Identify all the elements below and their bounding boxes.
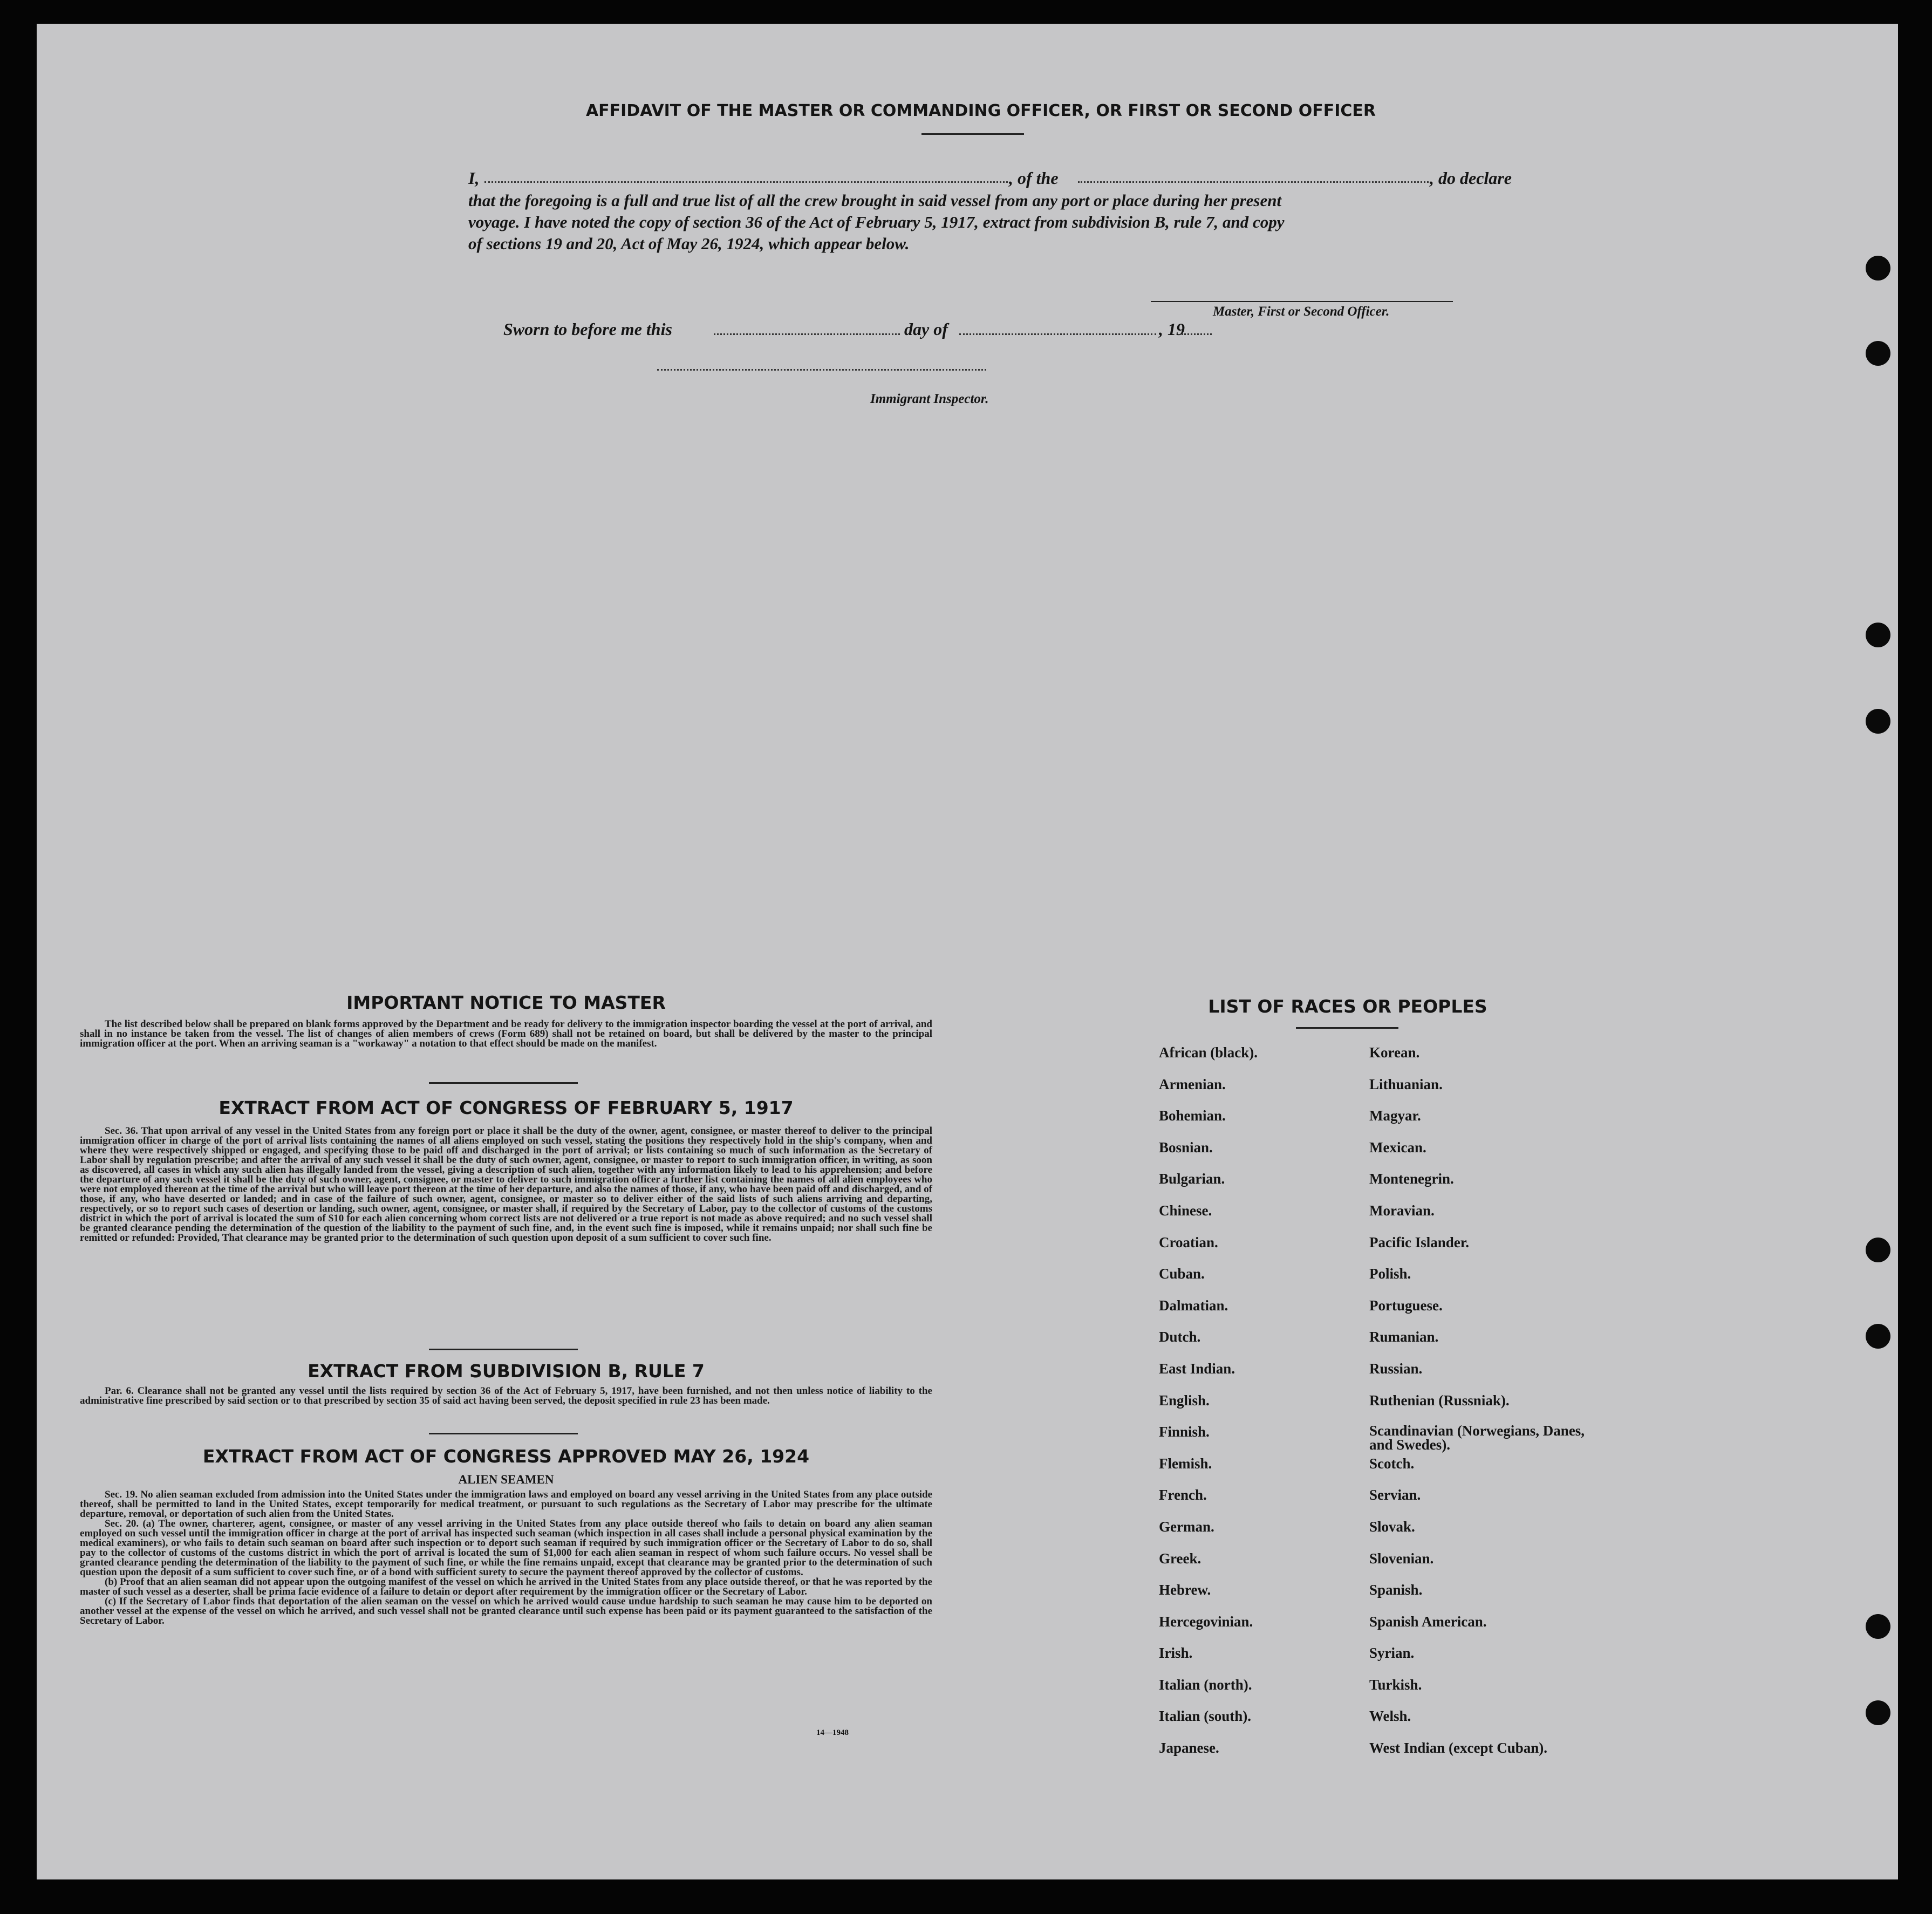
races-title-rule bbox=[1296, 1027, 1398, 1029]
race-item: Chinese. bbox=[1159, 1202, 1212, 1219]
declaration-line-2: voyage. I have noted the copy of section 36 of the Act of February 5, 1917, extract from subdivision B, rule 7, and copy bbox=[468, 213, 1285, 231]
race-item: Irish. bbox=[1159, 1645, 1193, 1662]
title-rule bbox=[921, 133, 1024, 135]
race-item: Lithuanian. bbox=[1369, 1076, 1443, 1092]
race-item: Bohemian. bbox=[1159, 1108, 1226, 1124]
of-the-label: , of the bbox=[1009, 168, 1059, 188]
extract-1924-text bbox=[80, 1490, 932, 1626]
notice-paragraph: The list described below shall be prepared on blank forms approved by the Department and be ready for delivery to the immigration inspector boarding the vessel at the port of arrival, and shall in no instance be taken from the vessel. The list of changes of alien members of crews (Form 689) shall not be retained on board, but shall be delivered by the master to the principal immigration officer at the port. When an arriving seaman is a "workaway" a notation to that effect should be made on the manifest. bbox=[80, 1018, 932, 1049]
punch-hole bbox=[1866, 341, 1890, 366]
race-item: Servian. bbox=[1369, 1487, 1421, 1503]
race-item: Flemish. bbox=[1159, 1455, 1212, 1472]
race-item: Korean. bbox=[1369, 1044, 1420, 1061]
par-6-paragraph: Par. 6. Clearance shall not be granted any vessel until the lists required by section 36 of the Act of February 5, 1917, have been furnished, and not then unless notice of liability to the administrative fine prescribed by said section or to that prescribed by section 35 of said act having been served, the deposit specified in rule 23 has been made. bbox=[80, 1385, 932, 1406]
affidavit-title: AFFIDAVIT OF THE MASTER OR COMMANDING OFFICER, OR FIRST OR SECOND OFFICER bbox=[585, 101, 1376, 120]
day-of-label: day of bbox=[904, 319, 948, 339]
punch-hole bbox=[1866, 1238, 1890, 1262]
race-item: East Indian. bbox=[1159, 1360, 1235, 1377]
punch-hole bbox=[1866, 1614, 1890, 1639]
race-item: English. bbox=[1159, 1392, 1210, 1409]
race-item: Greek. bbox=[1159, 1550, 1201, 1567]
race-item: Rumanian. bbox=[1369, 1329, 1439, 1345]
section-rule bbox=[429, 1349, 578, 1350]
race-item: Bulgarian. bbox=[1159, 1171, 1225, 1187]
race-item: Italian (south). bbox=[1159, 1708, 1252, 1725]
race-item: Hebrew. bbox=[1159, 1582, 1211, 1598]
race-item: Dutch. bbox=[1159, 1329, 1201, 1345]
section-rule bbox=[429, 1433, 578, 1434]
race-item: Cuban. bbox=[1159, 1266, 1205, 1282]
sworn-day-field[interactable] bbox=[714, 333, 900, 335]
punch-hole bbox=[1866, 623, 1890, 647]
race-item: Finnish. bbox=[1159, 1424, 1210, 1440]
race-item: Spanish. bbox=[1369, 1582, 1423, 1598]
race-item: Montenegrin. bbox=[1369, 1171, 1454, 1187]
document-page bbox=[37, 24, 1898, 1879]
race-item: Polish. bbox=[1369, 1266, 1411, 1282]
race-item: Bosnian. bbox=[1159, 1139, 1213, 1156]
race-item: Turkish. bbox=[1369, 1676, 1422, 1693]
race-item: German. bbox=[1159, 1518, 1214, 1535]
race-item: Dalmatian. bbox=[1159, 1297, 1228, 1314]
extract-1917-text bbox=[80, 1126, 932, 1243]
race-item: West Indian (except Cuban). bbox=[1369, 1740, 1548, 1756]
master-signature-line[interactable] bbox=[1151, 301, 1453, 302]
extract-1917-title: EXTRACT FROM ACT OF CONGRESS OF FEBRUARY 5, 1917 bbox=[219, 1097, 794, 1118]
declaration-line-1: that the foregoing is a full and true list of all the crew brought in said vessel from any port or place during her present bbox=[468, 191, 1282, 210]
race-item: Ruthenian (Russniak). bbox=[1369, 1392, 1510, 1409]
races-left-column bbox=[1159, 1044, 1332, 1772]
sec-20a-paragraph: Sec. 20. (a) The owner, charterer, agent, consignee, or master of any vessel arriving in the United States from any place outside thereof who fails to detain on board any alien seaman employed on such vessel until the immigration officer in charge at the port of arrival has inspected such seaman (which inspection in all cases shall include a personal physical examination by the medical examiners), or who fails to detain such seaman on board after such inspection or to deport such seaman if required by such immigration officer or the Secretary of Labor to do so, shall pay to the collector of customs of the customs district in which the port of arrival is located the sum of $1,000 for each alien seaman in respect of whom such failure occurs. No vessel shall be granted clearance pending the determination of the liability to the payment of such fine, or while the fine remains unpaid, except that clearance may be granted prior to the determination of such question upon the deposit of a sum sufficient to cover such fine, or of a bond with sufficient surety to secure the payment thereof approved by the collector of customs. bbox=[80, 1518, 932, 1578]
races-right-column bbox=[1369, 1044, 1601, 1772]
race-item: Italian (north). bbox=[1159, 1676, 1252, 1693]
race-item: French. bbox=[1159, 1487, 1207, 1503]
extract-rule7-text bbox=[80, 1386, 932, 1406]
race-item: Magyar. bbox=[1369, 1108, 1421, 1124]
extract-rule7-title: EXTRACT FROM SUBDIVISION B, RULE 7 bbox=[308, 1361, 705, 1382]
notice-text bbox=[80, 1020, 932, 1049]
sworn-label: Sworn to before me this bbox=[503, 319, 672, 339]
race-item: Hercegovinian. bbox=[1159, 1613, 1253, 1630]
alien-seamen-subtitle: ALIEN SEAMEN bbox=[458, 1473, 554, 1486]
race-item: Japanese. bbox=[1159, 1740, 1219, 1756]
race-item: Scandinavian (Norwegians, Danes, and Swedes). bbox=[1369, 1423, 1585, 1453]
form-number: 14—1948 bbox=[816, 1728, 849, 1737]
vessel-field[interactable] bbox=[1078, 181, 1429, 183]
race-item: Croatian. bbox=[1159, 1234, 1218, 1250]
inspector-label: Immigrant Inspector. bbox=[870, 392, 989, 406]
race-item: Russian. bbox=[1369, 1360, 1423, 1377]
punch-hole bbox=[1866, 1324, 1890, 1349]
sec-19-paragraph: Sec. 19. No alien seaman excluded from admission into the United States under the immigration laws and employed on board any vessel arriving in the United States from any place outside thereof, shall be permitted to land in the United States, except temporarily for medical treatment, or pursuant to such regulations as the Secretary of Labor may prescribe for the ultimate departure, removal, or deportation of such alien from the United States. bbox=[80, 1489, 932, 1520]
i-label: I, bbox=[468, 168, 480, 188]
punch-hole bbox=[1866, 256, 1890, 281]
extract-1924-title: EXTRACT FROM ACT OF CONGRESS APPROVED MAY 26, 1924 bbox=[202, 1446, 810, 1467]
race-item: Moravian. bbox=[1369, 1202, 1435, 1219]
race-item: Welsh. bbox=[1369, 1708, 1411, 1725]
race-item: Slovenian. bbox=[1369, 1550, 1434, 1567]
sec-20b-paragraph: (b) Proof that an alien seaman did not appear upon the outgoing manifest of the vessel on which he arrived in the United States from any place outside thereof, or that he was reported by the master of such vessel as a deserter, shall be prima facie evidence of a failure to detain or deport after requirement by the immigration officer or the Secretary of Labor. bbox=[80, 1576, 932, 1597]
declaration-line-3: of sections 19 and 20, Act of May 26, 1924, which appear below. bbox=[468, 234, 910, 253]
race-item: Portuguese. bbox=[1369, 1297, 1443, 1314]
punch-hole bbox=[1866, 709, 1890, 734]
sec-36-paragraph: Sec. 36. That upon arrival of any vessel in the United States from any foreign port or place it shall be the duty of the owner, agent, consignee, or master thereof to deliver to the principal immigration officer in charge of the port of arrival lists containing the names of all aliens employed on such vessel, stating the positions they respectively hold in the ship's company, when and where they were respectively shipped or engaged, and specifying those to be paid off and discharged in the port of arrival; or lists containing so much of such information as the Secretary of Labor shall by regulation prescribe; and after the arrival of any such vessel it shall be the duty of such owner, agent, consignee, or master to report to such immigration officer, in writing, as soon as discovered, all cases in which any such alien has illegally landed from the vessel, giving a description of such alien, together with any information likely to lead to his apprehension; and before the departure of any such vessel it shall be the duty of such owner, agent, consignee, or master to deliver to such immigration officer a further list containing the names of all alien employees who were not employed thereon at the time of the arrival but who will leave port thereon at the time of her departure, and also the names of those, if any, who have been paid off and discharged, and of those, if any, who have deserted or landed; and in case of the failure of such owner, agent, consignee, or master so to deliver either of the said lists of such aliens arriving and departing, respectively, or so to report such cases of desertion or landing, such owner, agent, consignee, or master shall, if required by the Secretary of Labor, pay to the collector of customs of the customs district in which the port of arrival is located the sum of $10 for each alien concerning whom correct lists are not delivered or a true report is not made as above required; and no such vessel shall be granted clearance pending the determination of the question of the liability to the payment of such fine, and, in the event such fine is imposed, while it remains unpaid; nor shall such fine be remitted or refunded: Provided, That clearance may be granted prior to the determination of such question upon deposit of a sum sufficient to cover such fine. bbox=[80, 1125, 932, 1243]
races-title: LIST OF RACES OR PEOPLES bbox=[1208, 996, 1487, 1017]
inspector-signature-line[interactable] bbox=[657, 369, 986, 371]
year-label: , 19 bbox=[1159, 319, 1185, 339]
race-item: Mexican. bbox=[1369, 1139, 1426, 1156]
race-item: Scotch. bbox=[1369, 1455, 1415, 1472]
punch-hole bbox=[1866, 1700, 1890, 1725]
race-item: Pacific Islander. bbox=[1369, 1234, 1469, 1250]
sworn-year-field[interactable] bbox=[1182, 333, 1212, 335]
race-item: African (black). bbox=[1159, 1044, 1258, 1061]
do-declare-label: , do declare bbox=[1430, 168, 1512, 188]
race-item: Spanish American. bbox=[1369, 1613, 1487, 1630]
race-item: Syrian. bbox=[1369, 1645, 1415, 1662]
race-item: Slovak. bbox=[1369, 1518, 1415, 1535]
sec-20c-paragraph: (c) If the Secretary of Labor finds that deportation of the alien seaman on the vessel on which he arrived would cause undue hardship to such seaman he may cause him to be deported on another vessel at the expense of the vessel on which he arrived, and such vessel shall not be granted clearance until such expense has been paid or its payment guaranteed to the satisfaction of the Secretary of Labor. bbox=[80, 1596, 932, 1626]
notice-title: IMPORTANT NOTICE TO MASTER bbox=[346, 992, 666, 1013]
name-field[interactable] bbox=[484, 181, 1008, 183]
section-rule bbox=[429, 1082, 578, 1084]
master-signature-label: Master, First or Second Officer. bbox=[1213, 304, 1390, 319]
race-item: Armenian. bbox=[1159, 1076, 1226, 1092]
sworn-month-field[interactable] bbox=[959, 333, 1156, 335]
